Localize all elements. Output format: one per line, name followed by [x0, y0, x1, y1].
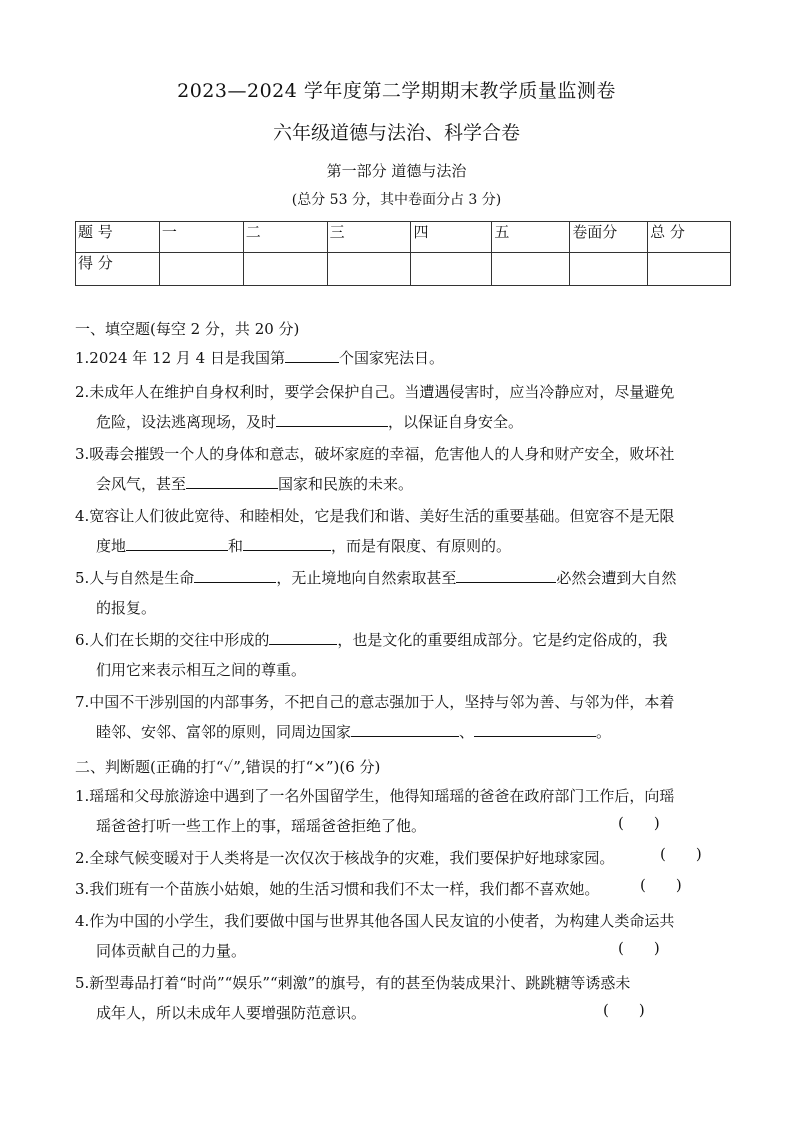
section-heading-true-false: 二、判断题(正确的打“✓”,错误的打“×”)(6 分): [75, 758, 381, 776]
answer-blank[interactable]: [194, 565, 276, 583]
question-1-6: 6.人们在长期的交往中形成的 ，也是文化的重要组成部分。它是约定俗成的，我 们用它来表示相互之间的尊重。: [75, 625, 725, 685]
score-row-label: 得 分: [76, 253, 160, 286]
question-1-5: 5.人与自然是生命 ，无止境地向自然索取甚至 必然会遭到大自然 的报复。: [75, 563, 725, 623]
question-2-2: 2.全球气候变暖对于人类将是一次仅次于核战争的灾难，我们要保护好地球家园。: [75, 849, 615, 867]
score-cell: 三: [327, 222, 411, 253]
score-cell: 二: [243, 222, 327, 253]
score-cell: 题 号: [76, 222, 160, 253]
question-2-5: 5.新型毒品打着“时尚”“娱乐”“刺激”的旗号，有的甚至伪装成果汁、跳跳糖等诱惑未 成年人，所以未成年人要增强防范意识。: [75, 974, 631, 1022]
answer-blank[interactable]: [186, 471, 278, 489]
score-input-cell[interactable]: [243, 253, 327, 286]
question-2-1: 1.瑶瑶和父母旅游途中遇到了一名外国留学生，他得知瑶瑶的爸爸在政府部门工作后，向瑶 瑶爸爸打听一些工作上的事，瑶瑶爸爸拒绝了他。: [75, 787, 675, 835]
question-1-1: 1.2024 年 12 月 4 日是我国第 个国家宪法日。: [75, 343, 725, 373]
answer-parentheses[interactable]: ( ): [603, 1001, 645, 1019]
question-1-7: 7.中国不干涉别国的内部事务，不把自己的意志强加于人，坚持与邻为善、与邻为伴，本着 睦邻、安邻、富邻的原则，同周边国家 、 。: [75, 693, 675, 741]
answer-blank[interactable]: [276, 409, 388, 427]
score-input-cell[interactable]: [648, 253, 731, 286]
score-cell: 卷面分: [570, 222, 648, 253]
answer-blank[interactable]: [474, 719, 596, 737]
answer-blank[interactable]: [285, 345, 339, 363]
score-table-header-row: [76, 222, 731, 253]
answer-blank[interactable]: [243, 533, 331, 551]
question-2-4: 4.作为中国的小学生，我们要做中国与世界其他各国人民友谊的小使者，为构建人类命运共 同体贡献自己的力量。: [75, 912, 675, 960]
score-table-score-row: [76, 253, 731, 286]
question-1-3: 3.吸毒会摧毁一个人的身体和意志，破坏家庭的幸福，危害他人的人身和财产安全，败坏社 会风气，甚至 国家和民族的未来。: [75, 445, 675, 493]
part-title: 第一部分 道德与法治: [326, 162, 467, 180]
question-1-4: 4.宽容让人们彼此宽待、和睦相处，它是我们和谐、美好生活的重要基础。但宽容不是无限 度地 和 ，而是有限度、有原则的。: [75, 507, 675, 555]
score-cell: 总 分: [648, 222, 731, 253]
question-2-3: 3.我们班有一个苗族小姑娘，她的生活习惯和我们不太一样，我们都不喜欢她。: [75, 880, 600, 898]
score-note: (总分 53 分，其中卷面分占 3 分): [291, 192, 502, 208]
score-cell: 五: [492, 222, 570, 253]
answer-parentheses[interactable]: ( ): [660, 845, 702, 863]
exam-title: 2023—2024 学年度第二学期期末教学质量监测卷: [177, 80, 616, 102]
answer-blank[interactable]: [456, 565, 556, 583]
score-cell: 四: [411, 222, 492, 253]
answer-parentheses[interactable]: ( ): [640, 876, 682, 894]
score-table: [75, 221, 731, 286]
score-input-cell[interactable]: [492, 253, 570, 286]
answer-blank[interactable]: [269, 627, 337, 645]
answer-blank[interactable]: [126, 533, 228, 551]
score-input-cell[interactable]: [327, 253, 411, 286]
score-input-cell[interactable]: [159, 253, 243, 286]
answer-blank[interactable]: [351, 719, 459, 737]
section-heading-fill-in: 一、填空题(每空 2 分，共 20 分): [75, 320, 300, 338]
exam-subtitle: 六年级道德与法治、科学合卷: [272, 122, 520, 144]
answer-parentheses[interactable]: ( ): [618, 939, 660, 957]
score-input-cell[interactable]: [570, 253, 648, 286]
score-input-cell[interactable]: [411, 253, 492, 286]
answer-parentheses[interactable]: ( ): [618, 814, 660, 832]
question-1-2: 2.未成年人在维护自身权利时，要学会保护自己。当遭遇侵害时，应当冷静应对，尽量避免 危险，设法逃离现场，及时 ，以保证自身安全。: [75, 383, 675, 431]
score-cell: 一: [159, 222, 243, 253]
